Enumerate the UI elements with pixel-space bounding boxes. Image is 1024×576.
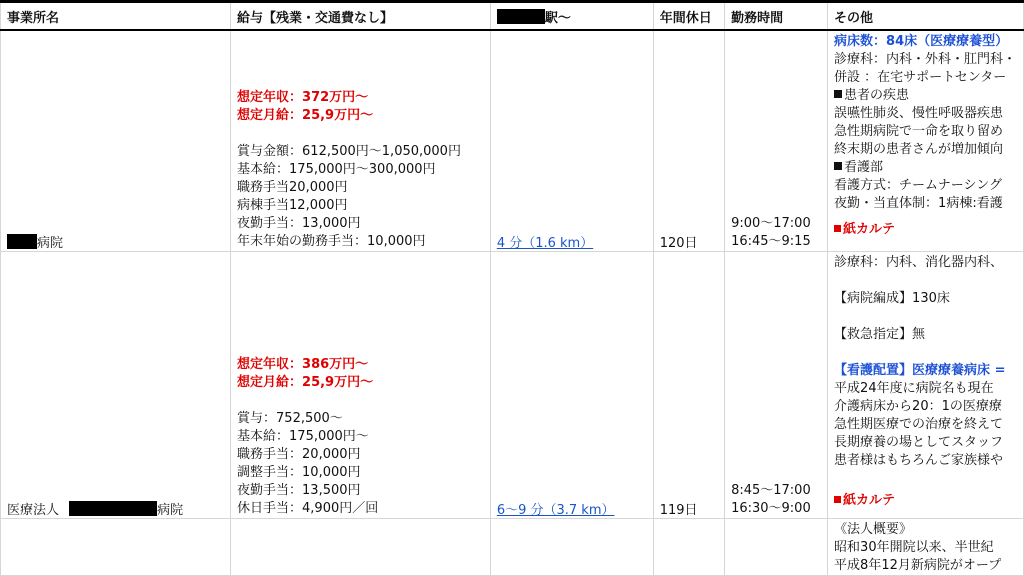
cell-holidays[interactable] [653,519,724,576]
cell-salary[interactable] [231,30,491,252]
other-line: 診療科：内科、消化器内科、 [834,255,1004,270]
other-line: 終末期の患者さんが増加傾向 [834,142,1004,157]
square-bullet-icon [834,162,842,170]
other-line: 長期療養の場としてスタッフ [834,435,1004,450]
header-salary[interactable]: 給与【残業・交通費なし】 [231,2,491,31]
other-line: 看護方式：チームナーシング [834,178,1002,193]
expected-annual-income: 想定年収：372万円～ [237,90,369,105]
other-line: 看護部 [844,160,884,175]
header-row [1,2,1024,31]
salary-line: 基本給：175,000円～ [237,429,369,444]
other-line: 誤嚥性肺炎、慢性呼吸器疾患 [834,106,1004,121]
cell-holidays[interactable]: 120日 [653,30,724,252]
station-distance-link[interactable]: 6～9 分（3.7 km） [496,503,615,518]
bed-count: 病床数：84床（医療療養型） [834,34,1009,49]
other-line: 昭和30年開院以来、半世紀 [834,540,994,555]
hospital-name: 病院 [157,503,184,518]
header-name[interactable]: 事業所名 [1,2,231,31]
shift-night: 16:30～9:00 [731,501,811,516]
cell-name[interactable] [1,30,231,252]
expected-annual-income: 想定年収：386万円～ [237,357,369,372]
nurse-staffing: 【看護配置】医療療養病床 = [834,363,1006,378]
cell-name[interactable] [1,519,231,576]
redaction-block [69,501,157,516]
other-line: 診療科：内科・外科・肛門科・ [834,52,1017,67]
paper-chart-note: 紙カルテ [843,493,896,508]
salary-line: 賞与：752,500～ [237,411,343,426]
expected-monthly-salary: 想定月給：25,9万円～ [237,108,374,123]
salary-line: 賞与金額：612,500円～1,050,000円 [237,144,461,159]
table-row [1,519,1024,576]
other-line: 患者様はもちろんご家族様や [834,453,1004,468]
other-line: 【救急指定】無 [834,327,926,342]
red-square-icon [834,496,841,503]
other-line: 平成24年度に病院名も現在 [834,381,994,396]
other-line: 【病院編成】130床 [834,291,950,306]
other-line: 《法人概要》 [834,522,913,537]
cell-station[interactable] [490,30,653,252]
corp-prefix: 医療法人 [7,503,60,518]
cell-salary[interactable] [231,519,491,576]
salary-line: 基本給：175,000円～300,000円 [237,162,436,177]
header-station[interactable] [490,2,653,31]
shift-day: 9:00～17:00 [731,216,811,231]
paper-chart-note: 紙カルテ [843,222,896,237]
cell-hours[interactable] [725,252,828,519]
salary-line: 夜勤手当：13,000円 [237,216,361,231]
other-line: 患者の疾患 [844,88,910,103]
other-line: 夜勤・当直体制：1病棟:看護 [834,196,1003,211]
redaction-block [7,234,37,249]
salary-line: 年末年始の勤務手当：10,000円 [237,234,426,249]
salary-line: 病棟手当12,000円 [237,198,348,213]
red-square-icon [834,225,841,232]
cell-salary[interactable] [231,252,491,519]
expected-monthly-salary: 想定月給：25,9万円～ [237,375,374,390]
cell-other[interactable] [828,519,1024,576]
station-distance-link[interactable]: 4 分（1.6 km） [496,236,594,251]
salary-line: 職務手当：20,000円 [237,447,361,462]
shift-night: 16:45～9:15 [731,234,811,249]
hospital-name: 病院 [37,236,64,251]
table-row [1,30,1024,252]
salary-line: 調整手当：10,000円 [237,465,361,480]
header-holidays[interactable]: 年間休日 [653,2,724,31]
salary-line: 休日手当：4,900円／回 [237,501,379,516]
square-bullet-icon [834,90,842,98]
shift-day: 8:45～17:00 [731,483,811,498]
other-line: 併設 ：在宅サポートセンター [834,70,1007,85]
header-other[interactable]: その他 [828,2,1024,31]
table-row [1,252,1024,519]
salary-line: 夜勤手当：13,500円 [237,483,361,498]
cell-other[interactable] [828,252,1024,519]
other-line: 急性期医療での治療を終えて [834,417,1004,432]
cell-station[interactable] [490,252,653,519]
cell-holidays[interactable]: 119日 [653,252,724,519]
cell-station[interactable] [490,519,653,576]
salary-line: 職務手当20,000円 [237,180,348,195]
other-line: 急性期病院で一命を取り留め [834,124,1004,139]
header-hours[interactable]: 勤務時間 [725,2,828,31]
redaction-block [497,9,545,24]
cell-hours[interactable] [725,30,828,252]
header-station-label: 駅～ [544,10,571,26]
cell-other[interactable] [828,30,1024,252]
other-line: 平成8年12月新病院がオープ [834,558,1002,573]
other-line: 介護病床から20：1の医療療 [834,399,1002,414]
cell-name[interactable] [1,252,231,519]
cell-hours[interactable] [725,519,828,576]
